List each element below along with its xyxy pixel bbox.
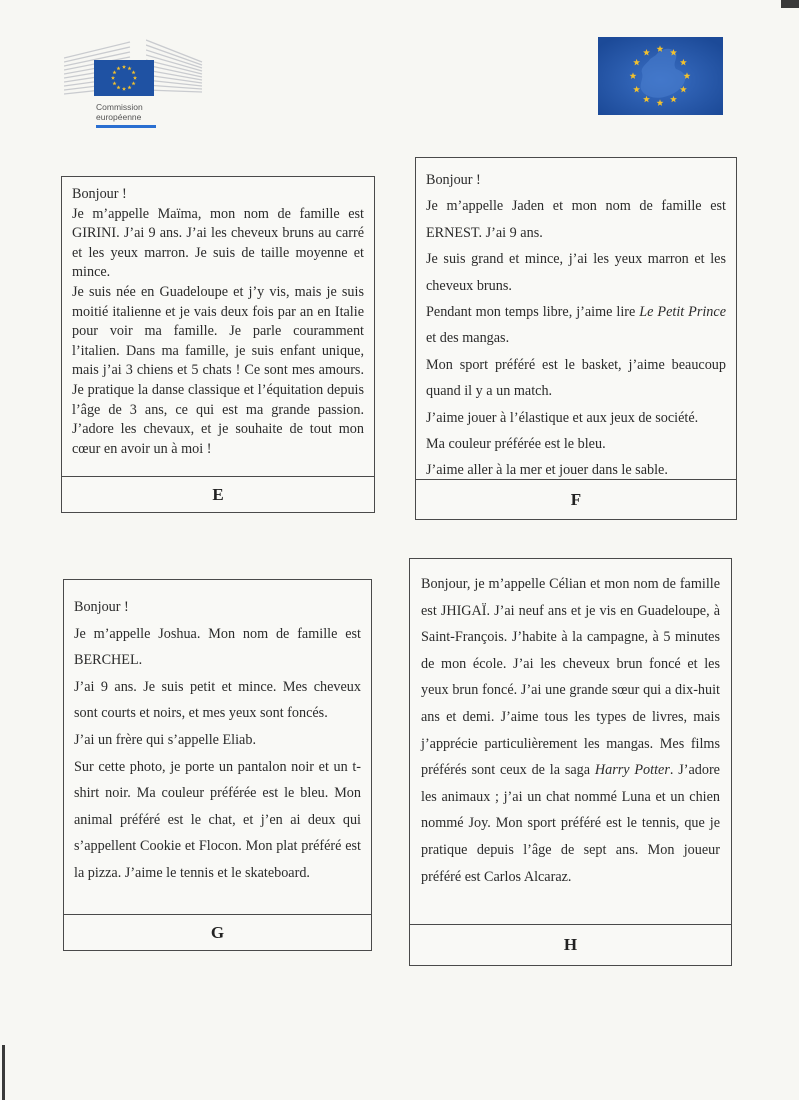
card-h-paragraph bbox=[421, 571, 720, 890]
card-g-label: G bbox=[64, 914, 371, 950]
card-f-paragraph: Je suis grand et mince, j’ai les yeux marron et les cheveux bruns. bbox=[426, 251, 726, 294]
card-f-paragraph: Mon sport préféré est le basket, j’aime beaucoup quand il y a un match. bbox=[426, 356, 726, 400]
card-h-text-run: Bonjour, je m’appelle Célian et mon nom de famille est JHIGAÏ. J’ai neuf ans et je vis en Guadeloupe, à Saint-François. J’habite à la campagne, à 5 minutes de mon école. J’ai les cheveux brun foncé et les yeux brun foncé. J’ai une grande sœur qui a dix-huit ans et demi. J’aime tous les types de livres, mais j’apprécie particulièrement les mangas. Mes films préférés sont ceux de la saga bbox=[421, 576, 720, 779]
eu-flag-europe-map-icon bbox=[598, 37, 723, 115]
card-g-paragraph: J’ai un frère qui s’appelle Eliab. bbox=[74, 731, 256, 748]
card-g-paragraph: Sur cette photo, je porte un pantalon noir et un t-shirt noir. Ma couleur préférée est le bleu. Mon animal préféré est le chat, et j’en ai deux qui s’appellent Cookie et Flocon. Mon plat préféré est la pizza. J’aime le tennis et le skateboard. bbox=[74, 758, 361, 881]
card-f-paragraph: Ma couleur préférée est le bleu. bbox=[426, 436, 606, 453]
card-h-text-run: . J’adore les animaux ; j’ai un chat nommé Luna et un chien nommé Joy. Mon sport préféré est le tennis, que je pratique depuis l’âge de sept ans. Mon joueur préféré est Carlos Alcaraz. bbox=[421, 762, 720, 885]
card-e-greeting: Bonjour ! bbox=[72, 186, 127, 202]
card-f-text-run: Pendant mon temps libre, j’aime lire bbox=[426, 304, 640, 321]
ec-logo-underline bbox=[96, 125, 156, 128]
profile-card-g bbox=[63, 579, 372, 951]
card-e-label: E bbox=[62, 476, 374, 512]
card-g-text bbox=[64, 580, 371, 887]
eu-stars-flag-icon bbox=[94, 60, 154, 96]
profile-card-h bbox=[409, 558, 732, 966]
card-e-text bbox=[62, 177, 374, 459]
card-f-text bbox=[416, 158, 736, 484]
card-f-greeting: Bonjour ! bbox=[426, 172, 481, 188]
card-f-paragraph: J’aime aller à la mer et jouer dans le sable. bbox=[426, 462, 668, 479]
book-title: Le Petit Prince bbox=[639, 304, 726, 321]
european-commission-logo bbox=[64, 36, 204, 131]
card-f-paragraph: J’aime jouer à l’élastique et aux jeux de société. bbox=[426, 409, 699, 426]
card-f-paragraph bbox=[426, 299, 726, 352]
card-f-paragraph: Je m’appelle Jaden et mon nom de famille est ERNEST. J’ai 9 ans. bbox=[426, 198, 726, 241]
card-h-text bbox=[410, 559, 731, 890]
card-e-paragraph: Je m’appelle Maïma, mon nom de famille est GIRINI. J’ai 9 ans. J’ai les cheveux bruns au carré et les yeux marron. Je suis de taille moyenne et mince. bbox=[72, 205, 364, 281]
card-f-text-run: et des mangas. bbox=[426, 330, 510, 347]
profile-card-e bbox=[61, 176, 375, 513]
card-e-paragraph: Je suis née en Guadeloupe et j’y vis, mais je suis moitié italienne et je vais deux fois par an en Italie pour voir ma famille. Je parle couramment l’italien. Dans ma famille, je suis enfant unique, mais j’ai 3 chiens et 5 chats ! Ce sont mes amours. Je pratique la danse classique et l’équitation depuis l’âge de 3 ans, ce qui est ma grande passion. J’adore les chevaux, et je souhaite de tout mon cœur en avoir un à moi ! bbox=[72, 283, 364, 457]
card-g-paragraph: J’ai 9 ans. Je suis petit et mince. Mes cheveux sont courts et noirs, et mes yeux sont foncés. bbox=[74, 678, 361, 722]
card-g-greeting: Bonjour ! bbox=[74, 599, 129, 615]
ec-logo-line2: européenne bbox=[96, 112, 142, 122]
ec-logo-text bbox=[96, 102, 143, 122]
card-g-paragraph: Je m’appelle Joshua. Mon nom de famille est BERCHEL. bbox=[74, 625, 361, 669]
card-h-label: H bbox=[410, 924, 731, 965]
scan-edge-mark bbox=[781, 0, 799, 8]
building-lines-icon bbox=[146, 36, 204, 98]
film-title: Harry Potter bbox=[594, 762, 670, 779]
card-f-label: F bbox=[416, 479, 736, 519]
profile-card-f bbox=[415, 157, 737, 520]
ec-logo-line1: Commission bbox=[96, 102, 143, 112]
scan-bottom-strip bbox=[0, 1100, 799, 1113]
